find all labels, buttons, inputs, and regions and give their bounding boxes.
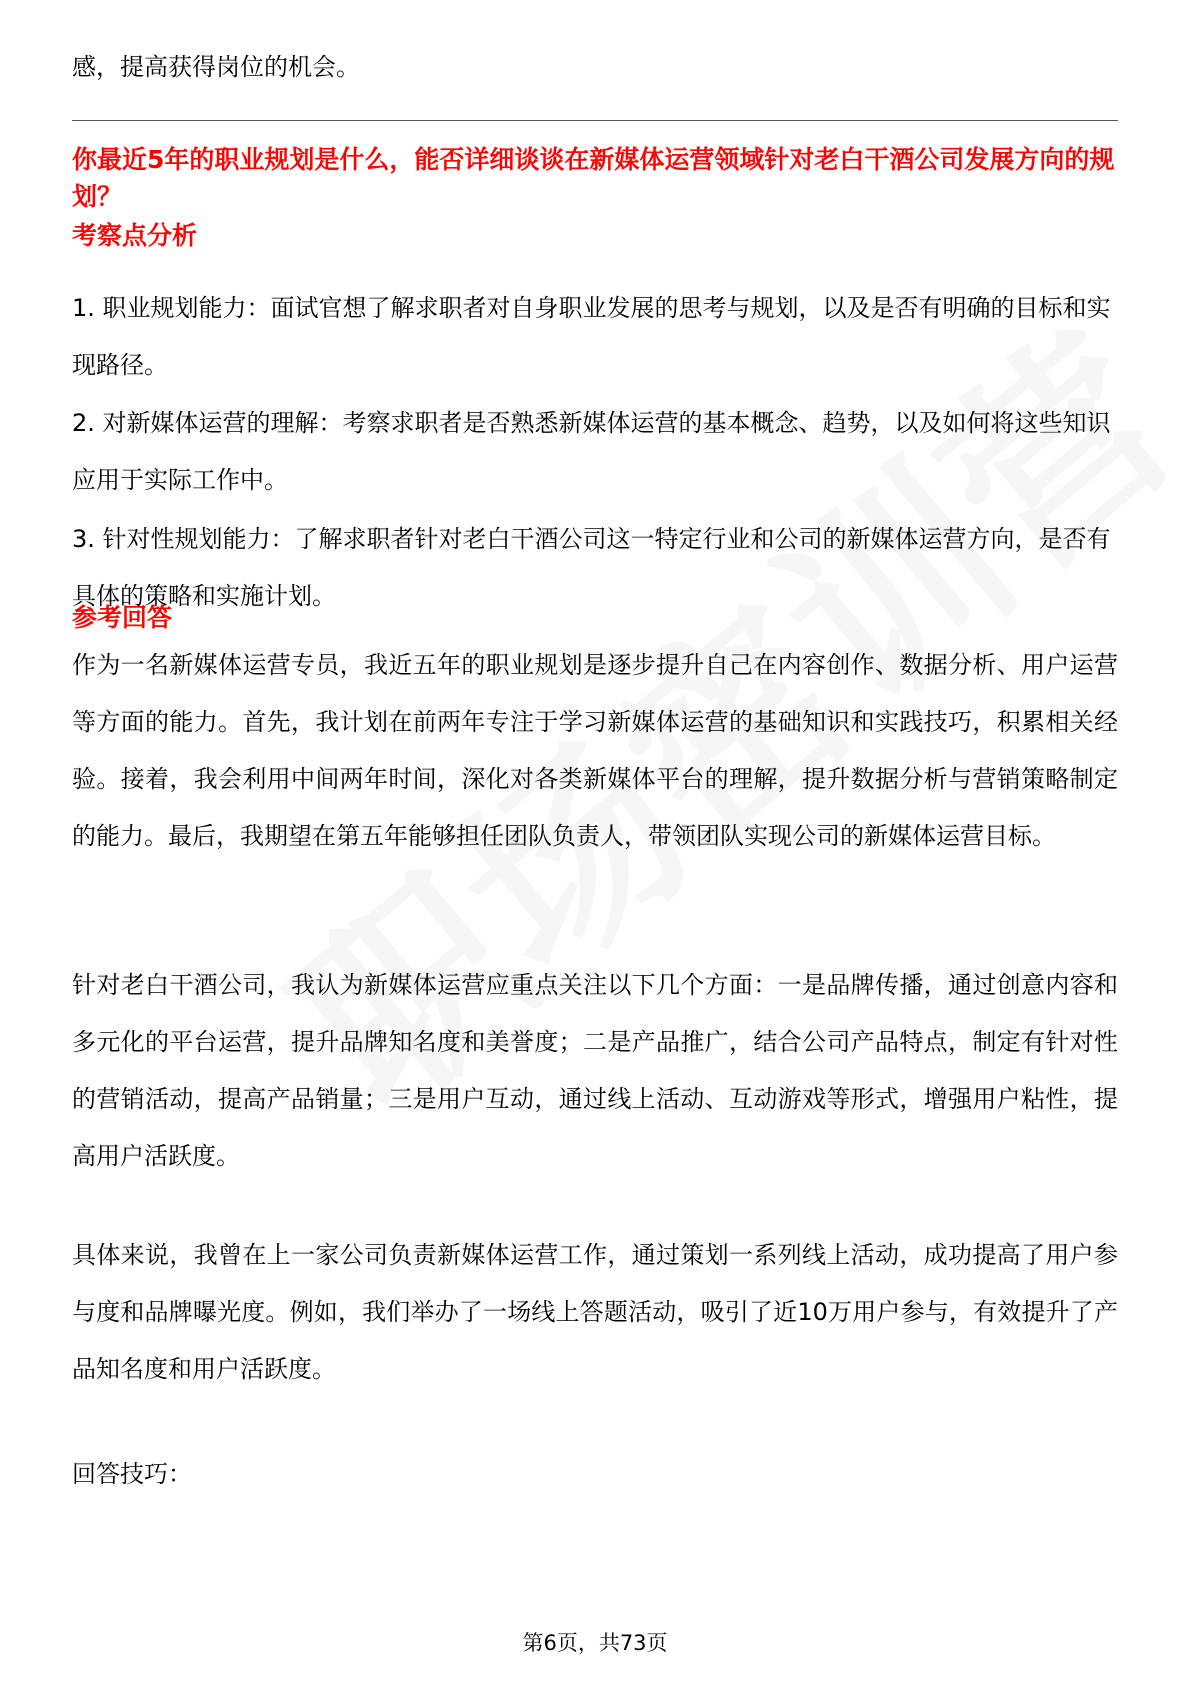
analysis-heading: 考察点分析 xyxy=(72,221,198,250)
answer-paragraph-2: 针对老白干酒公司，我认为新媒体运营应重点关注以下几个方面：一是品牌传播，通过创意内容和多元化的平台运营，提升品牌知名度和美誉度；二是产品推广，结合公司产品特点，制定有针对性的营销活动，提高产品销量；三是用户互动，通过线上活动、互动游戏等形式，增强用户粘性，提高用户活跃度。 xyxy=(72,971,1118,1170)
answer-paragraph-3-block xyxy=(72,1227,1118,1398)
analysis-item-2: 2. 对新媒体运营的理解：考察求职者是否熟悉新媒体运营的基本概念、趋势，以及如何将这些知识应用于实际工作中。 xyxy=(72,409,1111,494)
analysis-item-1: 1. 职业规划能力：面试官想了解求职者对自身职业发展的思考与规划，以及是否有明确的目标和实现路径。 xyxy=(72,294,1111,379)
answer-paragraph-1-block xyxy=(72,637,1118,865)
answer-paragraph-2-block xyxy=(72,957,1118,1185)
question-title: 你最近5年的职业规划是什么，能否详细谈谈在新媒体运营领域针对老白干酒公司发展方向的规划？ xyxy=(72,145,1115,211)
tips-label: 回答技巧： xyxy=(72,1460,192,1488)
analysis-list xyxy=(72,280,1118,625)
section-divider xyxy=(72,120,1118,121)
answer-heading: 参考回答 xyxy=(72,603,173,632)
answer-paragraph-3: 具体来说，我曾在上一家公司负责新媒体运营工作，通过策划一系列线上活动，成功提高了用户参与度和品牌曝光度。例如，我们举办了一场线上答题活动，吸引了近10万用户参与，有效提升了产品知名度和用户活跃度。 xyxy=(72,1241,1118,1383)
analysis-item-3: 3. 针对性规划能力：了解求职者针对老白干酒公司这一特定行业和公司的新媒体运营方向，是否有具体的策略和实施计划。 xyxy=(72,525,1111,610)
intro-line: 感，提高获得岗位的机会。 xyxy=(72,53,360,81)
page-indicator: 第6页，共73页 xyxy=(522,1631,668,1655)
answer-paragraph-1: 作为一名新媒体运营专员，我近五年的职业规划是逐步提升自己在内容创作、数据分析、用户运营等方面的能力。首先，我计划在前两年专注于学习新媒体运营的基础知识和实践技巧，积累相关经验。接着，我会利用中间两年时间，深化对各类新媒体平台的理解，提升数据分析与营销策略制定的能力。最后，我期望在第五年能够担任团队负责人，带领团队实现公司的新媒体运营目标。 xyxy=(72,651,1118,850)
